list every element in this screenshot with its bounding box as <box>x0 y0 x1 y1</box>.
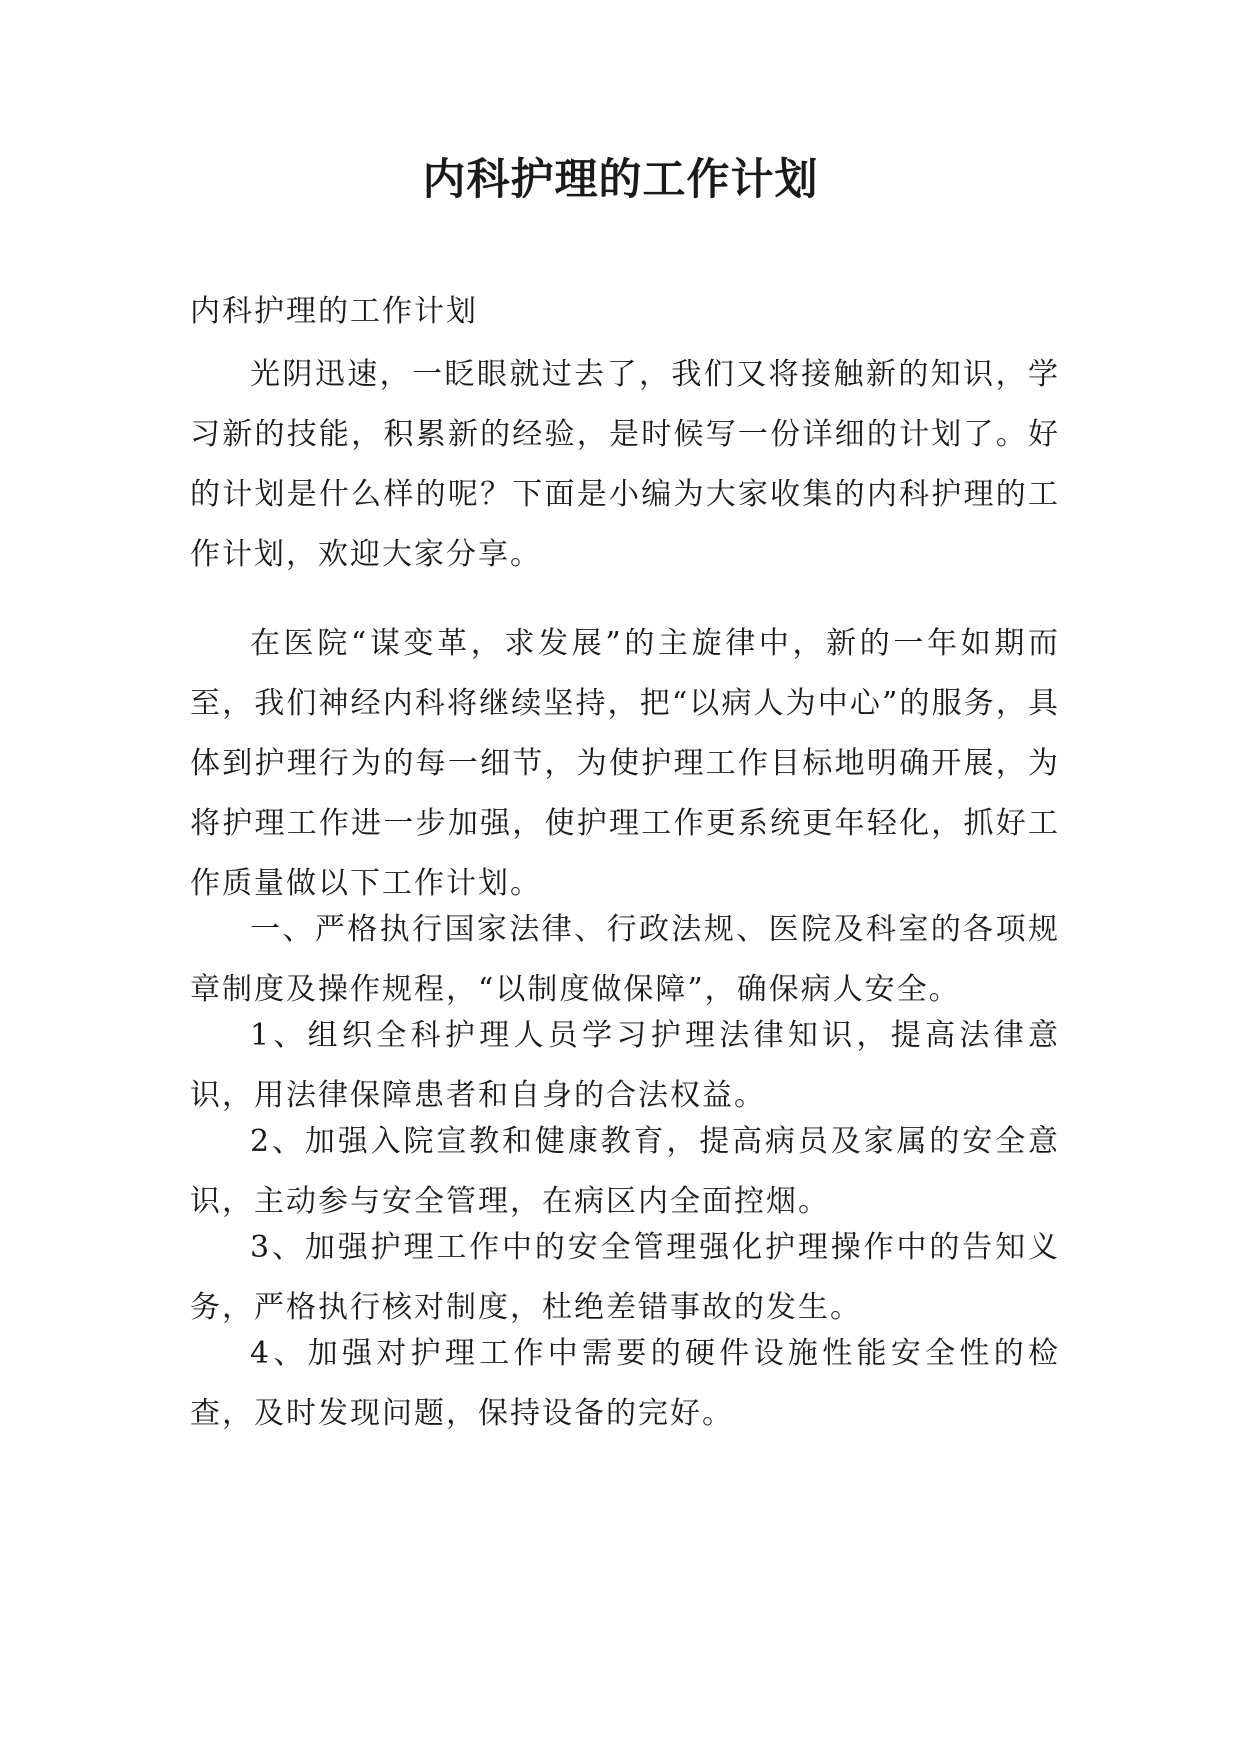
paragraph-item-1: 1、组织全科护理人员学习护理法律知识，提高法律意识，用法律保障患者和自身的合法权益。 <box>190 1018 1060 1113</box>
paragraph-item-3: 3、加强护理工作中的安全管理强化护理操作中的告知义务，严格执行核对制度，杜绝差错事故的发生。 <box>190 1230 1060 1325</box>
document-title: 内科护理的工作计划 <box>422 155 819 205</box>
document-subtitle: 内科护理的工作计划 <box>190 294 478 329</box>
paragraph-intro: 光阴迅速，一眨眼就过去了，我们又将接触新的知识，学习新的技能，积累新的经验，是时候写一份详细的计划了。好的计划是什么样的呢？下面是小编为大家收集的内科护理的工作计划，欢迎大家分享。 <box>190 357 1060 572</box>
paragraph-section-1: 一、严格执行国家法律、行政法规、医院及科室的各项规章制度及操作规程，“以制度做保障”，确保病人安全。 <box>190 912 1060 1007</box>
paragraph-background: 在医院“谋变革，求发展”的主旋律中，新的一年如期而至，我们神经内科将继续坚持，把“以病人为中心”的服务，具体到护理行为的每一细节，为使护理工作目标地明确开展，为将护理工作进一步加强，使护理工作更系统更年轻化，抓好工作质量做以下工作计划。 <box>190 626 1060 901</box>
paragraph-item-2: 2、加强入院宣教和健康教育，提高病员及家属的安全意识，主动参与安全管理，在病区内全面控烟。 <box>190 1124 1060 1219</box>
paragraph-item-4: 4、加强对护理工作中需要的硬件设施性能安全性的检查，及时发现问题，保持设备的完好。 <box>190 1336 1060 1431</box>
